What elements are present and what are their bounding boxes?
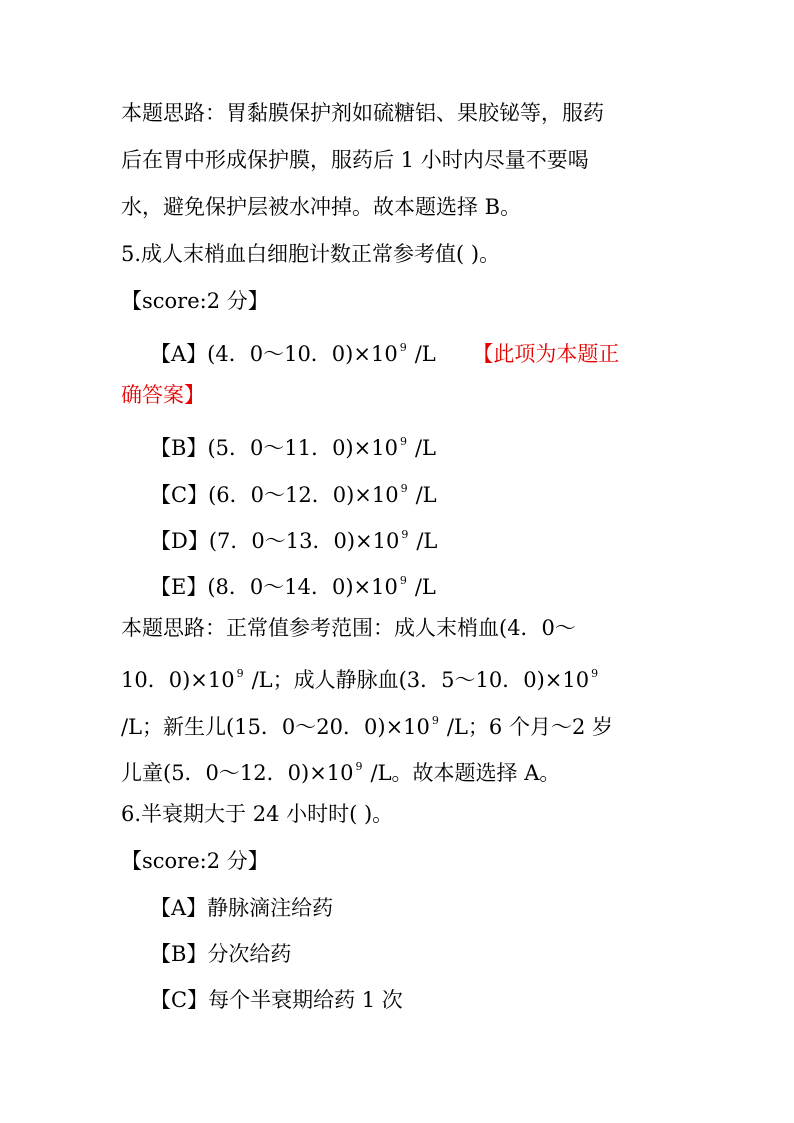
question-stem: 6.半衰期大于 24 小时时( )。 — [121, 802, 394, 826]
option-unit: /L — [414, 342, 436, 366]
q5-reasoning-line: 本题思路：正常值参考范围：成人末梢血(4．0～ — [121, 616, 576, 640]
option-label: 【B】 — [150, 942, 208, 966]
option-unit: /L — [415, 483, 437, 507]
correct-answer-mark: 确答案】 — [121, 383, 205, 407]
superscript: 9 — [591, 667, 599, 680]
option-text: 每个半衰期给药 1 次 — [208, 988, 403, 1012]
option-text: (7．0～13．0)×10 — [208, 529, 400, 553]
q5-reasoning-line — [121, 659, 606, 695]
question-stem: 5.成人末梢血白细胞计数正常参考值( )。 — [121, 242, 501, 266]
option-a — [150, 893, 333, 923]
option-e — [150, 566, 436, 602]
score-label: 【score:2 分】 — [121, 849, 269, 873]
option-unit: /L — [416, 529, 438, 553]
reasoning-text: /L；6 个月～2 岁 — [446, 715, 613, 739]
superscript: 9 — [400, 482, 408, 495]
option-text: (8．0～14．0)×10 — [207, 575, 398, 599]
option-unit: /L — [414, 575, 436, 599]
option-text: 静脉滴注给药 — [207, 896, 334, 920]
option-d — [150, 520, 437, 556]
option-c — [150, 985, 403, 1015]
superscript: 9 — [399, 435, 407, 448]
superscript: 9 — [401, 528, 409, 541]
q4-reasoning-line: 水，避免保护层被水冲掉。故本题选择 B。 — [121, 195, 522, 219]
option-text: 分次给药 — [207, 942, 292, 966]
option-text: (4．0～10．0)×10 — [207, 342, 398, 366]
superscript: 9 — [431, 714, 439, 727]
superscript: 9 — [399, 341, 407, 354]
option-label: 【B】 — [150, 436, 208, 460]
option-label: 【C】 — [150, 483, 209, 507]
option-label: 【E】 — [150, 575, 208, 599]
reasoning-text: /L；新生儿(15．0～20．0)×10 — [121, 715, 430, 739]
option-c — [150, 474, 437, 510]
reasoning-text: /L。故本题选择 A。 — [370, 761, 561, 785]
option-b — [150, 427, 436, 463]
option-text: (5．0～11．0)×10 — [207, 436, 398, 460]
correct-answer-mark: 【此项为本题正 — [472, 342, 620, 366]
superscript: 9 — [355, 760, 363, 773]
reasoning-text: 儿童(5．0～12．0)×10 — [121, 761, 354, 785]
option-unit: /L — [414, 436, 436, 460]
q4-reasoning-line: 后在胃中形成保护膜，服药后 1 小时内尽量不要喝 — [121, 148, 589, 172]
superscript: 9 — [236, 667, 244, 680]
option-b — [150, 939, 291, 969]
superscript: 9 — [399, 574, 407, 587]
q4-reasoning-line: 本题思路：胃黏膜保护剂如硫糖铝、果胶铋等，服药 — [121, 101, 604, 125]
option-label: 【C】 — [150, 988, 209, 1012]
option-label: 【A】 — [150, 342, 208, 366]
option-label: 【A】 — [150, 896, 208, 920]
option-a — [150, 333, 619, 369]
reasoning-text: /L；成人静脉血(3．5～10．0)×10 — [251, 668, 590, 692]
option-label: 【D】 — [150, 529, 209, 553]
reasoning-text: 10．0)×10 — [121, 668, 235, 692]
option-text: (6．0～12．0)×10 — [208, 483, 399, 507]
q5-reasoning-line — [121, 706, 613, 742]
q5-reasoning-line — [121, 752, 560, 788]
score-label: 【score:2 分】 — [121, 289, 269, 313]
